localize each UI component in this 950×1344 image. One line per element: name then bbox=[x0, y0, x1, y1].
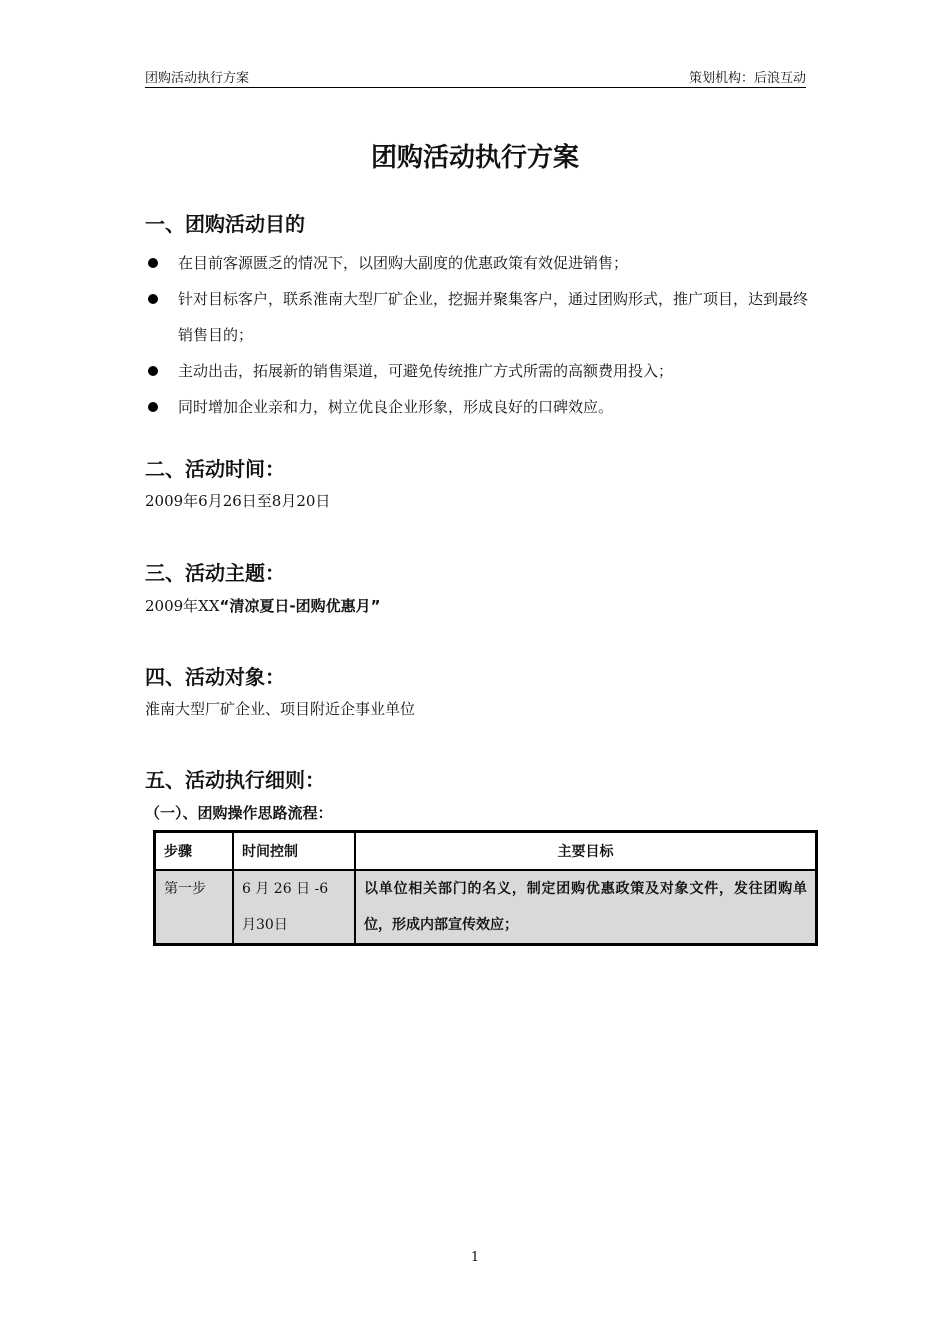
bullet-icon bbox=[148, 402, 158, 412]
section-5-heading: 五、活动执行细则： bbox=[145, 768, 325, 792]
header-agency: 策划机构：后浪互动 bbox=[688, 71, 806, 86]
activity-theme: 2009年XX“清凉夏日-团购优惠月” bbox=[145, 597, 381, 615]
theme-name: “清凉夏日-团购优惠月” bbox=[219, 597, 381, 615]
activity-time: 2009年6月26日至8月20日 bbox=[145, 492, 331, 510]
column-header-step: 步骤 bbox=[155, 832, 233, 870]
section-2-heading: 二、活动时间： bbox=[145, 457, 285, 481]
cell-goal: 以单位相关部门的名义，制定团购优惠政策及对象文件，发往团购单位，形成内部宣传效应； bbox=[355, 870, 816, 944]
column-header-time: 时间控制 bbox=[233, 832, 355, 870]
list-item: 同时增加企业亲和力，树立优良企业形象，形成良好的口碑效应。 bbox=[145, 389, 815, 425]
process-table bbox=[153, 830, 818, 946]
page-number: 1 bbox=[470, 1250, 480, 1265]
section-3-heading: 三、活动主题： bbox=[145, 561, 285, 585]
cell-step: 第一步 bbox=[155, 870, 233, 944]
list-item: 针对目标客户，联系淮南大型厂矿企业，挖掘并聚集客户，通过团购形式，推广项目，达到最终销售目的； bbox=[145, 281, 815, 353]
subsection-heading: （一）、团购操作思路流程： bbox=[145, 804, 333, 822]
objectives-list bbox=[145, 245, 815, 425]
column-header-goal: 主要目标 bbox=[355, 832, 816, 870]
list-item: 在目前客源匮乏的情况下，以团购大副度的优惠政策有效促进销售； bbox=[145, 245, 815, 281]
section-4-heading: 四、活动对象： bbox=[145, 665, 285, 689]
bullet-icon bbox=[148, 366, 158, 376]
header-doc-title: 团购活动执行方案 bbox=[145, 71, 250, 86]
table-row bbox=[155, 870, 816, 944]
cell-time: 6 月 26 日 -6 月30日 bbox=[233, 870, 355, 944]
activity-target: 淮南大型厂矿企业、项目附近企事业单位 bbox=[145, 700, 416, 718]
document-title: 团购活动执行方案 bbox=[370, 143, 579, 173]
bullet-icon bbox=[148, 258, 158, 268]
table-header-row bbox=[155, 832, 816, 870]
section-1-heading: 一、团购活动目的 bbox=[145, 212, 305, 236]
page-header bbox=[145, 67, 806, 88]
bullet-icon bbox=[148, 294, 158, 304]
list-item: 主动出击，拓展新的销售渠道，可避免传统推广方式所需的高额费用投入； bbox=[145, 353, 815, 389]
